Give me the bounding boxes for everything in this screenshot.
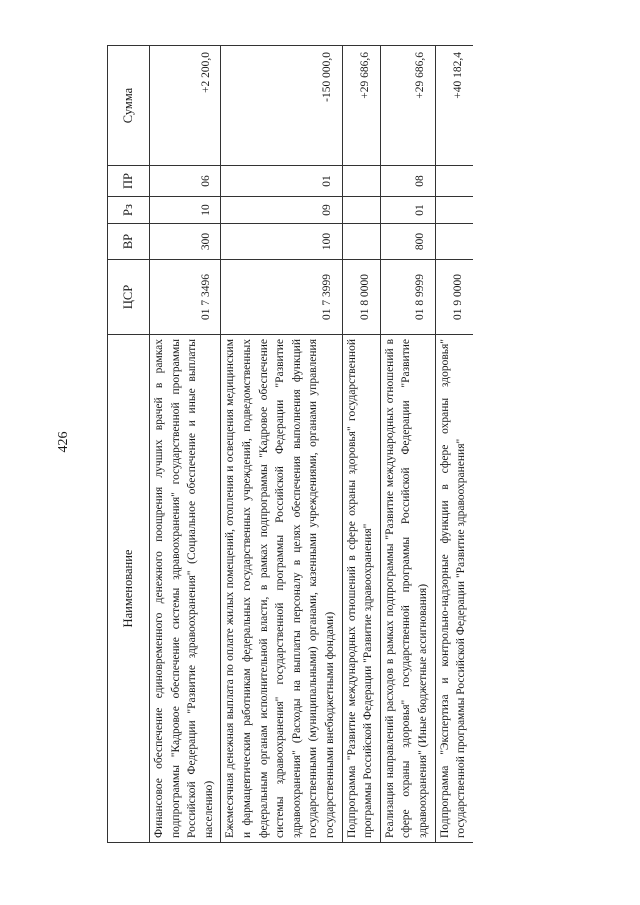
budget-table: [107, 45, 473, 843]
header-name: Наименование: [108, 335, 150, 843]
row-rz: [435, 197, 473, 224]
table-row: [380, 46, 435, 843]
header-pr: ПР: [108, 166, 150, 197]
row-pr: [435, 166, 473, 197]
row-vr: 300: [150, 224, 221, 260]
row-name: Подпрограмма "Экспертиза и контрольно-надзорные функции в сфере охраны здоровья" государственной программы Российской Федерации "Развитие здравоохранения": [435, 335, 473, 843]
row-rz: 10: [150, 197, 221, 224]
rotated-page-content: [107, 46, 592, 843]
row-sum: -150 000,0: [221, 46, 342, 166]
table-row: [342, 46, 380, 843]
row-vr: [342, 224, 380, 260]
row-csr: 01 8 0000: [342, 260, 380, 335]
row-vr: 800: [380, 224, 435, 260]
table-row: [435, 46, 473, 843]
row-name: Подпрограмма "Развитие международных отношений в сфере охраны здоровья" государственной программы Российской Федерации "Развитие здравоохранения": [342, 335, 380, 843]
header-rz: Рз: [108, 197, 150, 224]
row-sum: +2 200,0: [150, 46, 221, 166]
row-pr: 06: [150, 166, 221, 197]
row-pr: 08: [380, 166, 435, 197]
row-rz: [342, 197, 380, 224]
row-sum: +40 182,4: [435, 46, 473, 166]
row-name: Реализация направлений расходов в рамках подпрограммы "Развитие международных отношений в сфере охраны здоровья" государственной программы Российской Федерации "Развитие здравоохранения" (Иные бюджетные ассигнования): [380, 335, 435, 843]
row-rz: 09: [221, 197, 342, 224]
row-pr: [342, 166, 380, 197]
row-vr: [435, 224, 473, 260]
header-vr: ВР: [108, 224, 150, 260]
row-csr: 01 7 3999: [221, 260, 342, 335]
row-rz: 01: [380, 197, 435, 224]
table-row: [150, 46, 221, 843]
row-name: Финансовое обеспечение единовременного денежного поощрения лучших врачей в рамках подпрограммы "Кадровое обеспечение системы здравоохранения" государственной программы Российской Федерации "Развитие здравоохранения" (Социальное обеспечение и иные выплаты населению): [150, 335, 221, 843]
page-number: 426: [56, 431, 71, 453]
table-header: [108, 46, 150, 843]
row-csr: 01 9 0000: [435, 260, 473, 335]
row-csr: 01 7 3496: [150, 260, 221, 335]
row-vr: 100: [221, 224, 342, 260]
header-csr: ЦСР: [108, 260, 150, 335]
header-sum: Сумма: [108, 46, 150, 166]
row-name: Ежемесячная денежная выплата по оплате жилых помещений, отопления и освещения медицинским и фармацевтическим работникам федеральных государственных учреждений, подведомственных федеральным органам исполнительной власти, в рамках подпрограммы "Кадровое обеспечение системы здравоохранения" государственной программы Российской Федерации "Развитие здравоохранения" (Расходы на выплаты персоналу в целях обеспечения выполнения функций государственными (муниципальными) органами, казенными учреждениями, органами управления государственными внебюджетными фондами): [221, 335, 342, 843]
row-csr: 01 8 9999: [380, 260, 435, 335]
row-sum: +29 686,6: [342, 46, 380, 166]
table-row: [221, 46, 342, 843]
row-sum: +29 686,6: [380, 46, 435, 166]
row-pr: 01: [221, 166, 342, 197]
